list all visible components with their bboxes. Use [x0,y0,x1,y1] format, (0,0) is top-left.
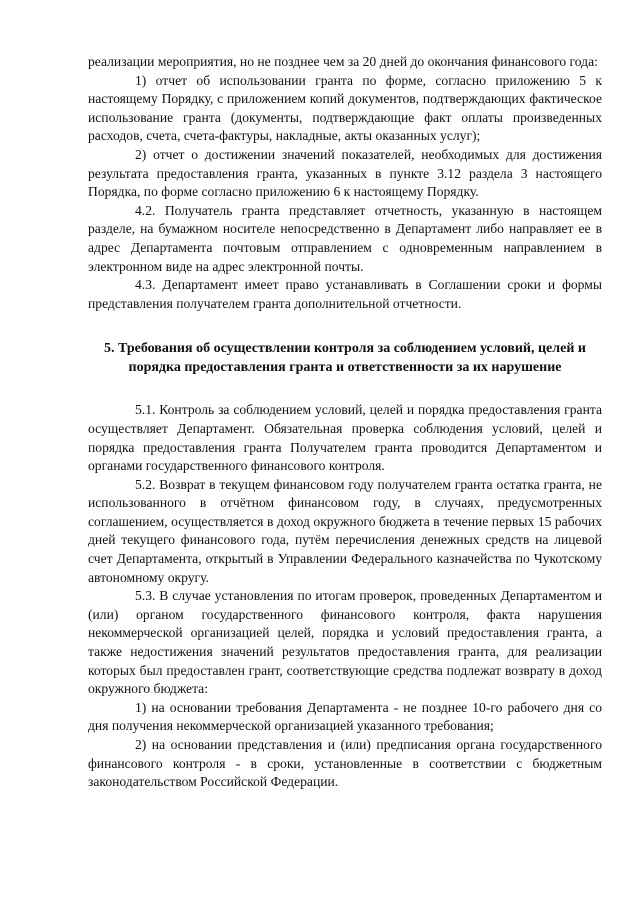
section-heading: 5. Требования об осуществлении контроля за соблюдением условий, целей и порядка предоставления гранта и ответственности за их нарушение [104,341,586,376]
paragraph-5-2: 5.2. Возврат в текущем финансовом году получателем гранта остатка гранта, не использованного в отчётном финансовом году, в случаях, предусмотренных соглашением, осуществляется в доход окружного бюджета в течение первых 15 рабочих дней текущего финансового года, путём перечисления денежных средств на лицевой счет Департамента, открытый в Управлении Федерального казначейства по Чукотскому автономному округу. [88,476,602,585]
paragraph-report-grant-use: 1) отчет об использовании гранта по форме, согласно приложению 5 к настоящему Порядку, с приложением копий документов, подтверждающих фактическое использование гранта (документы, подтверждающие факт оплаты произведенных расходов, счета, счета-фактуры, накладные, акты оказанных услуг); [88,72,602,144]
paragraph-report-indicators: 2) отчет о достижении значений показателей, необходимых для достижения результата предоставления гранта, указанных в пункте 3.12 раздела 3 настоящего Порядка, по форме согласно приложению 6 к настоящему Порядку. [88,146,602,200]
paragraph-5-3-item-1: 1) на основании требования Департамента - не позднее 10-го рабочего дня со дня получения некоммерческой организацией указанного требования; [88,699,602,734]
paragraph-5-1: 5.1. Контроль за соблюдением условий, целей и порядка предоставления гранта осуществляет Департамент. Обязательная проверка соблюдения условий, целей и порядка предоставления гранта Получателем гранта проводится Департаментом и органами государственного финансового контроля. [88,402,602,474]
paragraph-intro: реализации мероприятия, но не позднее чем за 20 дней до окончания финансового года: [88,54,598,69]
paragraph-4-2: 4.2. Получатель гранта представляет отчетность, указанную в настоящем разделе, на бумажном носителе непосредственно в Департамент либо направляет ее в адрес Департамента почтовым отправлением с одновременным направлением в электронном виде на адрес электронной почты. [88,202,602,274]
paragraph-5-3-item-2: 2) на основании представления и (или) предписания органа государственного финансового контроля - в сроки, установленные в соответствии с бюджетным законодательством Российской Федерации. [88,737,602,790]
paragraph-5-3: 5.3. В случае установления по итогам проверок, проведенных Департаментом и (или) органом государственного финансового контроля, факта нарушения некоммерческой организацией целей, порядка и условий предоставления гранта, а также недостижения значений результатов предоставления гранта, для реализации которых был предоставлен грант, соответствующие средства подлежат возврату в доход окружного бюджета: [88,588,602,697]
paragraph-4-3: 4.3. Департамент имеет право устанавливать в Соглашении сроки и формы представления получателем гранта дополнительной отчетности. [88,277,602,311]
document-page [88,53,602,792]
